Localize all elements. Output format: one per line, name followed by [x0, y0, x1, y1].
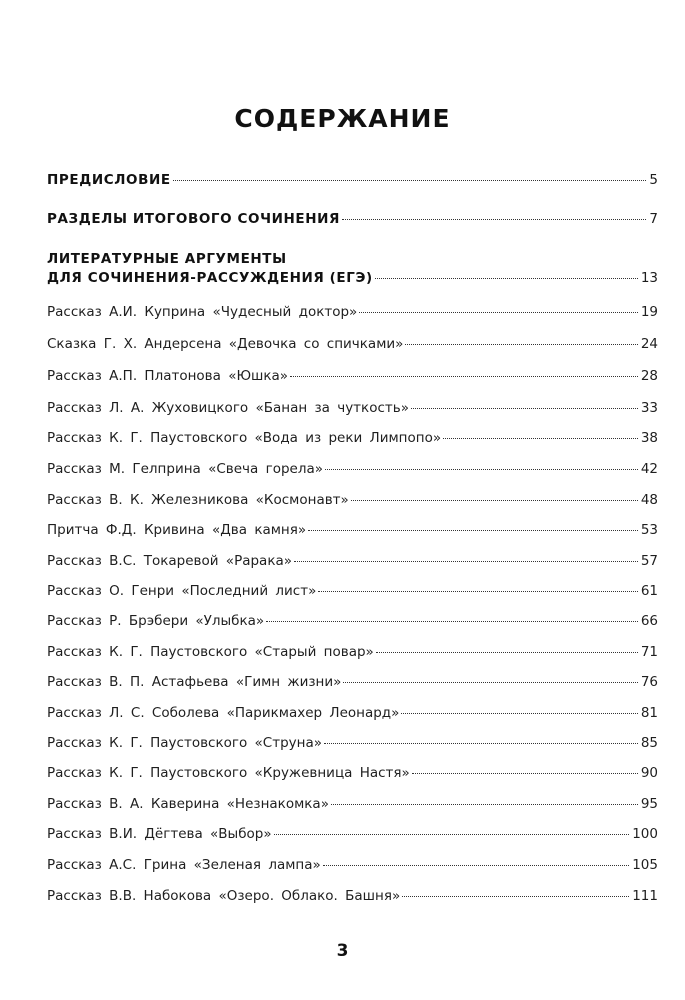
toc-entry-story[interactable]: [47, 826, 658, 842]
toc-entry-story[interactable]: [47, 765, 658, 781]
toc-entry-story[interactable]: [47, 674, 658, 690]
dot-leader: [405, 344, 637, 345]
toc-entry-page: 38: [640, 430, 658, 446]
toc-entry-page: 85: [640, 735, 658, 751]
page-number: 3: [336, 941, 349, 961]
toc-entry-title-line1: ЛИТЕРАТУРНЫЕ АРГУМЕНТЫ: [47, 251, 287, 267]
toc-entry-page: 33: [640, 400, 658, 416]
toc-entry-title: Рассказ Р. Брэбери «Улыбка»: [47, 613, 265, 629]
dot-leader: [324, 743, 638, 744]
toc-entry-page: 105: [632, 857, 658, 873]
dot-leader: [325, 469, 638, 470]
toc-entry-story[interactable]: [47, 796, 658, 812]
toc-entry-page: 71: [640, 644, 658, 660]
toc-entry-page: 48: [640, 492, 658, 508]
dot-leader: [323, 865, 629, 866]
toc-entry-page: 53: [640, 522, 658, 538]
toc-entry-story[interactable]: [47, 304, 658, 320]
dot-leader: [412, 773, 638, 774]
dot-leader: [294, 561, 638, 562]
page-title: СОДЕРЖАНИЕ: [234, 104, 451, 133]
toc-entry-page: 90: [640, 765, 658, 781]
toc-entry-preface[interactable]: [47, 172, 658, 188]
dot-leader: [318, 591, 637, 592]
toc-entry-story[interactable]: [47, 644, 658, 660]
toc-entry-page: 66: [640, 613, 658, 629]
dot-leader: [351, 500, 638, 501]
toc-entry-title: Рассказ В. К. Железникова «Космонавт»: [47, 492, 349, 508]
toc-entry-story[interactable]: [47, 368, 658, 384]
dot-leader: [274, 834, 630, 835]
toc-entry-title: Притча Ф.Д. Кривина «Два камня»: [47, 522, 307, 538]
toc-entry-title: Рассказ Л. А. Жуховицкого «Банан за чуткость»: [47, 400, 409, 416]
toc-entry-title-line2: ДЛЯ СОЧИНЕНИЯ-РАССУЖДЕНИЯ (ЕГЭ): [47, 270, 373, 286]
toc-entry-title: Рассказ В.В. Набокова «Озеро. Облако. Башня»: [47, 888, 401, 904]
dot-leader: [376, 652, 638, 653]
toc-entry-story[interactable]: [47, 553, 658, 569]
toc-entry-title: Рассказ В. П. Астафьева «Гимн жизни»: [47, 674, 342, 690]
dot-leader: [359, 312, 638, 313]
dot-leader: [375, 278, 638, 279]
dot-leader: [331, 804, 638, 805]
dot-leader: [401, 713, 637, 714]
toc-entry-page: 42: [640, 461, 658, 477]
toc-entry-page: 24: [640, 336, 658, 352]
toc-entry-title: Рассказ Л. С. Соболева «Парикмахер Леонард»: [47, 705, 400, 721]
toc-entry-title: Сказка Г. Х. Андерсена «Девочка со спичками»: [47, 336, 404, 352]
toc-entry-story[interactable]: [47, 888, 658, 904]
toc-entry-title: Рассказ О. Генри «Последний лист»: [47, 583, 317, 599]
toc-entry-story[interactable]: [47, 583, 658, 599]
toc-entry-page: 100: [632, 826, 658, 842]
toc-entry-page: 81: [640, 705, 658, 721]
toc-entry-story[interactable]: [47, 492, 658, 508]
dot-leader: [411, 408, 638, 409]
toc-entry-story[interactable]: [47, 735, 658, 751]
toc-entry-page: 28: [640, 368, 658, 384]
dot-leader: [173, 180, 647, 181]
toc-entry-page: 5: [649, 172, 658, 188]
toc-entry-story[interactable]: [47, 613, 658, 629]
toc-entry-title: Рассказ М. Гелприна «Свеча горела»: [47, 461, 323, 477]
toc-entry-title: Рассказ А.П. Платонова «Юшка»: [47, 368, 289, 384]
toc-entry-story[interactable]: [47, 522, 658, 538]
toc-entry-story[interactable]: [47, 461, 658, 477]
toc-entry-title: Рассказ К. Г. Паустовского «Старый повар»: [47, 644, 374, 660]
dot-leader: [342, 219, 646, 220]
toc-entry-story[interactable]: [47, 430, 658, 446]
toc-entry-title: Рассказ К. Г. Паустовского «Струна»: [47, 735, 322, 751]
toc-entry-title: Рассказ А.С. Грина «Зеленая лампа»: [47, 857, 321, 873]
toc-entry-page: 13: [640, 270, 658, 286]
toc-entry-page: 19: [640, 304, 658, 320]
toc-entry-title: РАЗДЕЛЫ ИТОГОВОГО СОЧИНЕНИЯ: [47, 211, 340, 227]
dot-leader: [308, 530, 638, 531]
toc-entry-page: 76: [640, 674, 658, 690]
toc-entry-story[interactable]: [47, 705, 658, 721]
toc-entry-title: ПРЕДИСЛОВИЕ: [47, 172, 171, 188]
toc-entry-title: Рассказ К. Г. Паустовского «Вода из реки Лимпопо»: [47, 430, 442, 446]
toc-entry-literary-arguments[interactable]: [47, 249, 658, 286]
toc-entry-page: 7: [649, 211, 658, 227]
toc-entry-page: 61: [640, 583, 658, 599]
toc-entry-story[interactable]: [47, 336, 658, 352]
dot-leader: [402, 896, 629, 897]
toc-entry-title: Рассказ В.И. Дёгтева «Выбор»: [47, 826, 272, 842]
dot-leader: [443, 438, 638, 439]
toc-entry-title: Рассказ В. А. Каверина «Незнакомка»: [47, 796, 329, 812]
toc-entry-title: Рассказ А.И. Куприна «Чудесный доктор»: [47, 304, 358, 320]
dot-leader: [266, 621, 638, 622]
toc-entry-story[interactable]: [47, 857, 658, 873]
toc-entry-page: 95: [640, 796, 658, 812]
dot-leader: [290, 376, 638, 377]
toc-entry-final-essay-sections[interactable]: [47, 211, 658, 227]
toc-entry-page: 111: [632, 888, 658, 904]
toc-entry-title: Рассказ В.С. Токаревой «Рарака»: [47, 553, 293, 569]
toc-entry-page: 57: [640, 553, 658, 569]
toc-entry-story[interactable]: [47, 400, 658, 416]
toc-entry-title: Рассказ К. Г. Паустовского «Кружевница Настя»: [47, 765, 410, 781]
dot-leader: [343, 682, 637, 683]
